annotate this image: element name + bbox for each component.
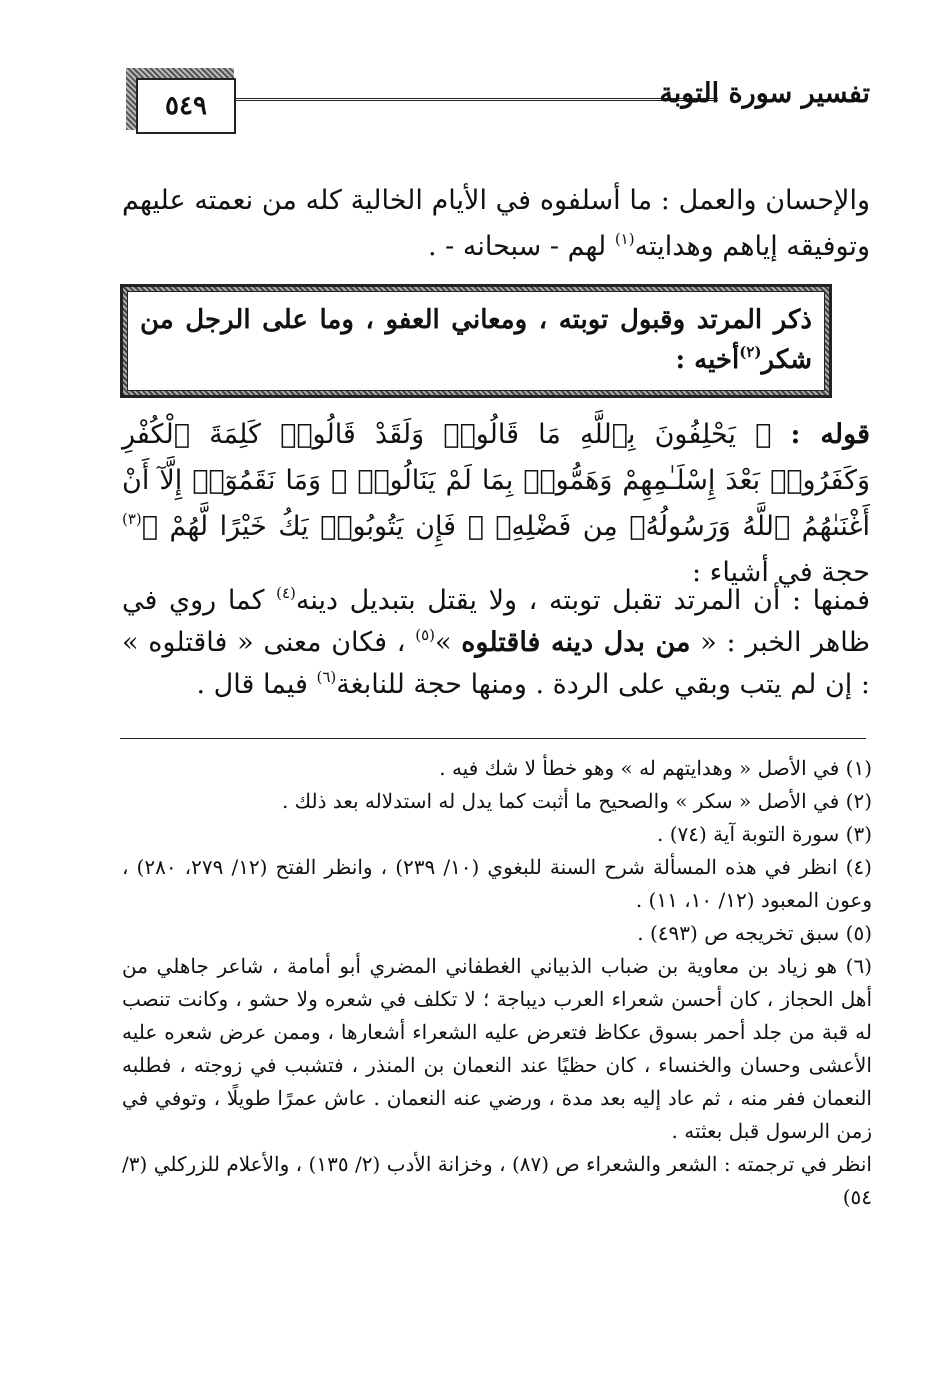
footnote-separator (120, 738, 866, 739)
footnote-ref[interactable]: (٢) (739, 343, 762, 361)
verse-label: قوله : (790, 419, 870, 450)
ruling-text: » (435, 627, 462, 658)
header-rule (236, 98, 718, 101)
ruling-paragraph (122, 580, 870, 706)
page-number: ٥٤٩ (136, 78, 236, 134)
footnote-5: (٥) سبق تخريجه ص (٤٩٣) . (637, 921, 872, 945)
section-heading (127, 291, 825, 391)
footnote-3: (٣) سورة التوبة آية (٧٤) . (657, 822, 872, 846)
footnote-ref[interactable]: (٤) (276, 584, 296, 602)
footnote-6: (٦) هو زياد بن معاوية بن ضباب الذبياني الغطفاني المضري أبو أمامة ، شاعر جاهلي من أهل الحجاز ، كان أحسن شعراء العرب ديباجة ؛ لا تكلف في شعره ولا حشو ، وكانت تنصب له قبة من جلد أحمر بسوق عكاظ فتعرض عليه الشعراء أشعارها ، وممن عرض شعره عليه الأعشى وحسان والخنساء ، كان حظيًا عند النعمان بن المنذر ، فتشبب في زوجته ، فطلبه النعمان ففر منه ، ثم عاد إليه بعد مدة ، ورضي عنه النعمان . عاش عمرًا طويلًا ، وتوفي في زمن الرسول قبل بعثته . (122, 954, 872, 1143)
intro-text-end: لهم - سبحانه - . (428, 231, 615, 262)
verse-tail: حجة في أشياء : (691, 557, 870, 588)
footnote-ref[interactable]: (٦) (316, 668, 337, 686)
ruling-text: ، فكان معنى « فاقتلوه » : إن لم يتب وبقي على الردة . ومنها حجة للنابغة (122, 627, 870, 700)
section-heading-text-end: أخيه : (675, 345, 740, 375)
running-title: تفسير سورة التوبة (659, 78, 870, 109)
page-header (118, 58, 870, 138)
footnote-4: (٤) انظر في هذه المسألة شرح السنة للبغوي (١٠/ ٢٣٩) ، وانظر الفتح (١٢/ ٢٧٩، ٢٨٠) ، وعون المعبود (١٢/ ١٠، ١١) . (122, 855, 872, 912)
footnote-2: (٢) في الأصل « سكر » والصحيح ما أثبت كما يدل له استدلاله بعد ذلك . (281, 789, 872, 813)
section-heading-box (120, 284, 832, 398)
footnote-6-sources: انظر في ترجمته : الشعر والشعراء ص (٨٧) ، وخزانة الأدب (٢/ ١٣٥) ، والأعلام للزركلي (٣/ ٥٤) (122, 1152, 872, 1209)
footnotes (122, 752, 872, 1214)
ruling-text: كما روي في ظاهر الخبر : « (122, 585, 871, 658)
footnote-ref[interactable]: (١) (614, 230, 635, 248)
quran-verse: ﴿ يَحْلِفُونَ بِٱللَّهِ مَا قَالُوا۟ وَلَقَدْ قَالُوا۟ كَلِمَةَ ٱلْكُفْرِ وَكَفَرُوا۟ بَعْدَ إِسْلَـٰمِهِمْ وَهَمُّوا۟ بِمَا لَمْ يَنَالُوا۟ ۚ وَمَا نَقَمُوٓا۟ إِلَّآ أَنْ أَغْنَىٰهُمُ ٱللَّهُ وَرَسُولُهُۥ مِن فَضْلِهِۦ ۚ فَإِن يَتُوبُوا۟ يَكُ خَيْرًا لَّهُمْ ﴾ (122, 419, 870, 542)
footnote-ref[interactable]: (٥) (415, 626, 435, 644)
intro-paragraph (122, 178, 870, 270)
hadith-quote: من بدل دينه فاقتلوه (461, 627, 691, 658)
verse-paragraph (122, 412, 870, 596)
ruling-text: فمنها : أن المرتد تقبل توبته ، ولا يقتل بتبديل دينه (295, 585, 871, 616)
section-heading-text: ذكر المرتد وقبول توبته ، ومعاني العفو ، وما على الرجل من شكر (140, 305, 812, 375)
ruling-text-end: فيما قال . (196, 669, 317, 700)
footnote-ref[interactable]: (٣) (122, 510, 142, 528)
footnote-1: (١) في الأصل « وهدايتهم له » وهو خطأ لا شك فيه . (439, 756, 872, 780)
intro-text: والإحسان والعمل : ما أسلفوه في الأيام الخالية كله من نعمته عليهم وتوفيقه إياهم وهدايته (122, 185, 870, 262)
